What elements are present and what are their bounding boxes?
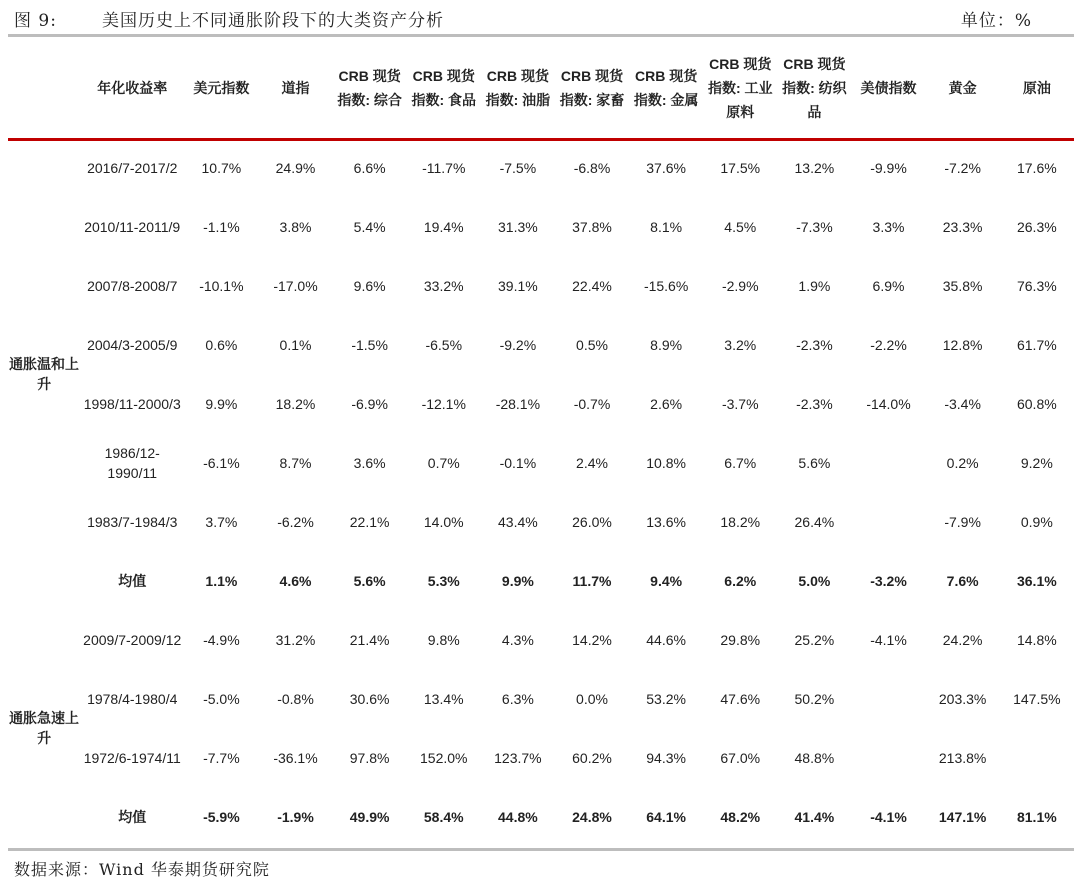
table-row <box>8 728 1074 787</box>
value-cell: 10.7% <box>201 159 242 176</box>
value-cell: -2.2% <box>870 336 907 353</box>
value-cell: 21.4% <box>349 631 390 648</box>
mean-value-cell: 5.6% <box>353 572 386 589</box>
value-cell: 33.2% <box>423 277 464 294</box>
value-cell: 9.2% <box>1020 454 1053 471</box>
value-cell: 17.5% <box>720 159 761 176</box>
value-cell: -6.9% <box>351 395 388 412</box>
value-cell: 10.8% <box>646 454 686 471</box>
period-cell: 2010/11-2011/9 <box>84 218 181 235</box>
bottom-rule <box>8 848 1074 851</box>
value-cell: -7.9% <box>944 513 981 530</box>
mean-row <box>8 787 1074 846</box>
value-cell: -5.0% <box>203 690 240 707</box>
value-cell: 5.4% <box>353 218 386 235</box>
value-cell: 44.6% <box>646 631 686 648</box>
period-cell: 2004/3-2005/9 <box>87 336 178 353</box>
table-row <box>8 492 1074 551</box>
value-cell: 8.1% <box>650 218 683 235</box>
asset-returns-table <box>8 37 1074 846</box>
value-cell: -9.2% <box>499 336 537 353</box>
figure-title: 美国历史上不同通胀阶段下的大类资产分析 <box>102 11 444 31</box>
value-cell: 9.9% <box>205 395 238 412</box>
column-header: CRB 现货指数: 食品 <box>411 67 477 108</box>
mean-value-cell: 24.8% <box>572 808 612 825</box>
value-cell: 14.8% <box>1016 631 1057 648</box>
value-cell: 47.6% <box>720 690 761 707</box>
value-cell <box>1000 728 1074 787</box>
value-cell: 26.4% <box>794 513 835 530</box>
mean-value-cell: 147.1% <box>938 808 987 825</box>
value-cell: 9.8% <box>427 631 460 648</box>
value-cell: 6.3% <box>501 690 534 707</box>
group-label: 通胀急速上升 <box>9 710 80 746</box>
value-cell: 14.2% <box>572 631 612 648</box>
value-cell: 30.6% <box>349 690 390 707</box>
value-cell: -0.8% <box>277 690 314 707</box>
value-cell: 123.7% <box>494 749 542 766</box>
value-cell: 5.6% <box>798 454 831 471</box>
value-cell <box>851 728 925 787</box>
value-cell: -17.0% <box>273 277 318 294</box>
data-source: 数据来源：Wind 华泰期货研究院 <box>14 860 270 879</box>
value-cell: 0.9% <box>1020 513 1053 530</box>
value-cell: 94.3% <box>646 749 686 766</box>
mean-value-cell: 64.1% <box>646 808 686 825</box>
value-cell: 8.9% <box>650 336 683 353</box>
value-cell: -11.7% <box>422 159 466 176</box>
period-cell: 1983/7-1984/3 <box>87 513 178 530</box>
mean-value-cell: 9.9% <box>501 572 534 589</box>
mean-value-cell: 6.2% <box>724 572 757 589</box>
value-cell: -7.5% <box>499 159 537 176</box>
value-cell: 213.8% <box>938 749 987 766</box>
value-cell: 0.6% <box>205 336 238 353</box>
mean-value-cell: 48.2% <box>720 808 761 825</box>
value-cell: -10.1% <box>199 277 244 294</box>
column-header: CRB 现货指数: 金属 <box>633 67 699 108</box>
value-cell: 19.4% <box>423 218 464 235</box>
value-cell: -7.7% <box>203 749 240 766</box>
value-cell: 3.6% <box>353 454 386 471</box>
value-cell: 60.2% <box>572 749 612 766</box>
value-cell: -2.3% <box>796 336 833 353</box>
value-cell: 12.8% <box>942 336 983 353</box>
value-cell: 60.8% <box>1016 395 1057 412</box>
period-cell: 1972/6-1974/11 <box>83 749 181 766</box>
value-cell: 2.6% <box>650 395 683 412</box>
value-cell: 0.7% <box>427 454 460 471</box>
mean-value-cell: 7.6% <box>946 572 979 589</box>
value-cell: 39.1% <box>498 277 538 294</box>
value-cell: 4.3% <box>501 631 534 648</box>
column-header: CRB 现货指数: 综合 <box>337 67 402 108</box>
column-header <box>8 37 80 138</box>
period-cell: 1998/11-2000/3 <box>83 395 181 412</box>
mean-value-cell: 4.6% <box>279 572 312 589</box>
value-cell: -0.7% <box>573 395 611 412</box>
figure-title-bar <box>0 0 1080 34</box>
value-cell: 13.4% <box>423 690 464 707</box>
value-cell: 22.4% <box>572 277 612 294</box>
table-row <box>8 138 1074 197</box>
value-cell: 3.3% <box>872 218 905 235</box>
value-cell: 147.5% <box>1013 690 1061 707</box>
value-cell: 26.3% <box>1016 218 1057 235</box>
value-cell: 61.7% <box>1016 336 1057 353</box>
value-cell: 35.8% <box>942 277 983 294</box>
value-cell: -4.9% <box>203 631 240 648</box>
period-cell: 1978/4-1980/4 <box>87 690 178 707</box>
value-cell: 43.4% <box>498 513 538 530</box>
period-cell: 2016/7-2017/2 <box>87 159 178 176</box>
value-cell: 48.8% <box>794 749 835 766</box>
value-cell: 6.6% <box>353 159 386 176</box>
value-cell: 0.5% <box>576 336 608 353</box>
mean-value-cell: 41.4% <box>794 808 835 825</box>
value-cell: 53.2% <box>646 690 686 707</box>
period-cell: 2009/7-2009/12 <box>83 631 182 648</box>
value-cell: 22.1% <box>349 513 390 530</box>
value-cell <box>851 492 925 551</box>
value-cell: 6.9% <box>872 277 905 294</box>
value-cell: 37.6% <box>646 159 686 176</box>
column-header: CRB 现货指数: 工业原料 <box>707 55 773 120</box>
value-cell: -28.1% <box>495 395 541 412</box>
figure-number: 图 9: <box>14 11 57 31</box>
value-cell: 37.8% <box>572 218 612 235</box>
table-row <box>8 315 1074 374</box>
mean-value-cell: 5.3% <box>427 572 460 589</box>
value-cell: -2.9% <box>721 277 759 294</box>
column-header: CRB 现货指数: 纺织品 <box>782 55 847 120</box>
value-cell: 1.9% <box>798 277 831 294</box>
value-cell: 3.8% <box>279 218 312 235</box>
table-row <box>8 256 1074 315</box>
table-row <box>8 610 1074 669</box>
mean-value-cell: 81.1% <box>1016 808 1057 825</box>
value-cell: 9.6% <box>353 277 386 294</box>
mean-value-cell: -4.1% <box>870 808 907 825</box>
value-cell: 203.3% <box>938 690 987 707</box>
value-cell: 23.3% <box>942 218 983 235</box>
mean-value-cell: 5.0% <box>798 572 831 589</box>
value-cell: 50.2% <box>794 690 835 707</box>
value-cell: 26.0% <box>572 513 612 530</box>
mean-value-cell: 44.8% <box>498 808 538 825</box>
value-cell: 13.6% <box>646 513 686 530</box>
value-cell: -6.1% <box>203 454 240 471</box>
value-cell: -7.3% <box>796 218 833 235</box>
value-cell: 152.0% <box>420 749 468 766</box>
value-cell: -12.1% <box>421 395 466 412</box>
value-cell: 18.2% <box>275 395 316 412</box>
value-cell: 3.2% <box>724 336 757 353</box>
value-cell: 18.2% <box>720 513 761 530</box>
value-cell: -1.1% <box>203 218 240 235</box>
table-header-row <box>8 37 1074 138</box>
value-cell: -3.4% <box>944 395 981 412</box>
value-cell: 67.0% <box>720 749 761 766</box>
column-header: 原油 <box>1022 79 1051 96</box>
column-header: 美债指数 <box>860 79 917 96</box>
value-cell: -6.2% <box>277 513 314 530</box>
value-cell: 97.8% <box>349 749 390 766</box>
mean-label: 均值 <box>118 572 147 589</box>
value-cell: -15.6% <box>643 277 689 294</box>
value-cell: 25.2% <box>794 631 835 648</box>
table-row <box>8 669 1074 728</box>
mean-value-cell: 49.9% <box>349 808 390 825</box>
column-header: 年化收益率 <box>97 79 168 96</box>
value-cell: 24.9% <box>275 159 316 176</box>
value-cell: -4.1% <box>870 631 907 648</box>
value-cell: 3.7% <box>205 513 238 530</box>
value-cell: -0.1% <box>499 454 537 471</box>
mean-value-cell: -5.9% <box>203 808 240 825</box>
value-cell: 29.8% <box>720 631 761 648</box>
mean-value-cell: -1.9% <box>277 808 314 825</box>
value-cell: 6.7% <box>724 454 757 471</box>
value-cell: 0.0% <box>576 690 608 707</box>
value-cell <box>851 433 925 492</box>
value-cell <box>851 669 925 728</box>
value-cell: -6.5% <box>425 336 463 353</box>
value-cell: -1.5% <box>351 336 388 353</box>
value-cell: 17.6% <box>1016 159 1057 176</box>
mean-value-cell: -3.2% <box>870 572 907 589</box>
column-header: CRB 现货指数: 家畜 <box>559 67 625 108</box>
period-cell: 1986/12-1990/11 <box>104 444 160 481</box>
value-cell: 24.2% <box>942 631 983 648</box>
value-cell: -36.1% <box>273 749 318 766</box>
unit-label: 单位：% <box>960 11 1032 31</box>
value-cell: 31.2% <box>275 631 316 648</box>
mean-value-cell: 1.1% <box>205 572 238 589</box>
period-cell: 2007/8-2008/7 <box>87 277 178 294</box>
value-cell: -9.9% <box>870 159 907 176</box>
value-cell: -3.7% <box>721 395 759 412</box>
table-row <box>8 197 1074 256</box>
mean-row <box>8 551 1074 610</box>
mean-label: 均值 <box>118 808 147 825</box>
value-cell: 14.0% <box>423 513 464 530</box>
mean-value-cell: 11.7% <box>572 572 612 589</box>
column-header: 美元指数 <box>193 79 250 96</box>
value-cell: 8.7% <box>279 454 312 471</box>
mean-value-cell: 9.4% <box>650 572 683 589</box>
value-cell: 2.4% <box>576 454 608 471</box>
mean-value-cell: 58.4% <box>423 808 464 825</box>
value-cell: 0.1% <box>279 336 312 353</box>
value-cell: -14.0% <box>866 395 911 412</box>
value-cell: 0.2% <box>946 454 979 471</box>
value-cell: 76.3% <box>1016 277 1057 294</box>
value-cell: 31.3% <box>498 218 538 235</box>
mean-value-cell: 36.1% <box>1016 572 1057 589</box>
value-cell: -6.8% <box>573 159 611 176</box>
group-label: 通胀温和上升 <box>9 356 80 392</box>
table-row <box>8 433 1074 492</box>
column-header: 黄金 <box>948 79 977 96</box>
value-cell: -2.3% <box>796 395 833 412</box>
value-cell: 13.2% <box>794 159 835 176</box>
value-cell: 4.5% <box>724 218 757 235</box>
value-cell: -7.2% <box>944 159 981 176</box>
column-header: CRB 现货指数: 油脂 <box>485 67 551 108</box>
column-header: 道指 <box>281 79 310 96</box>
table-row <box>8 374 1074 433</box>
